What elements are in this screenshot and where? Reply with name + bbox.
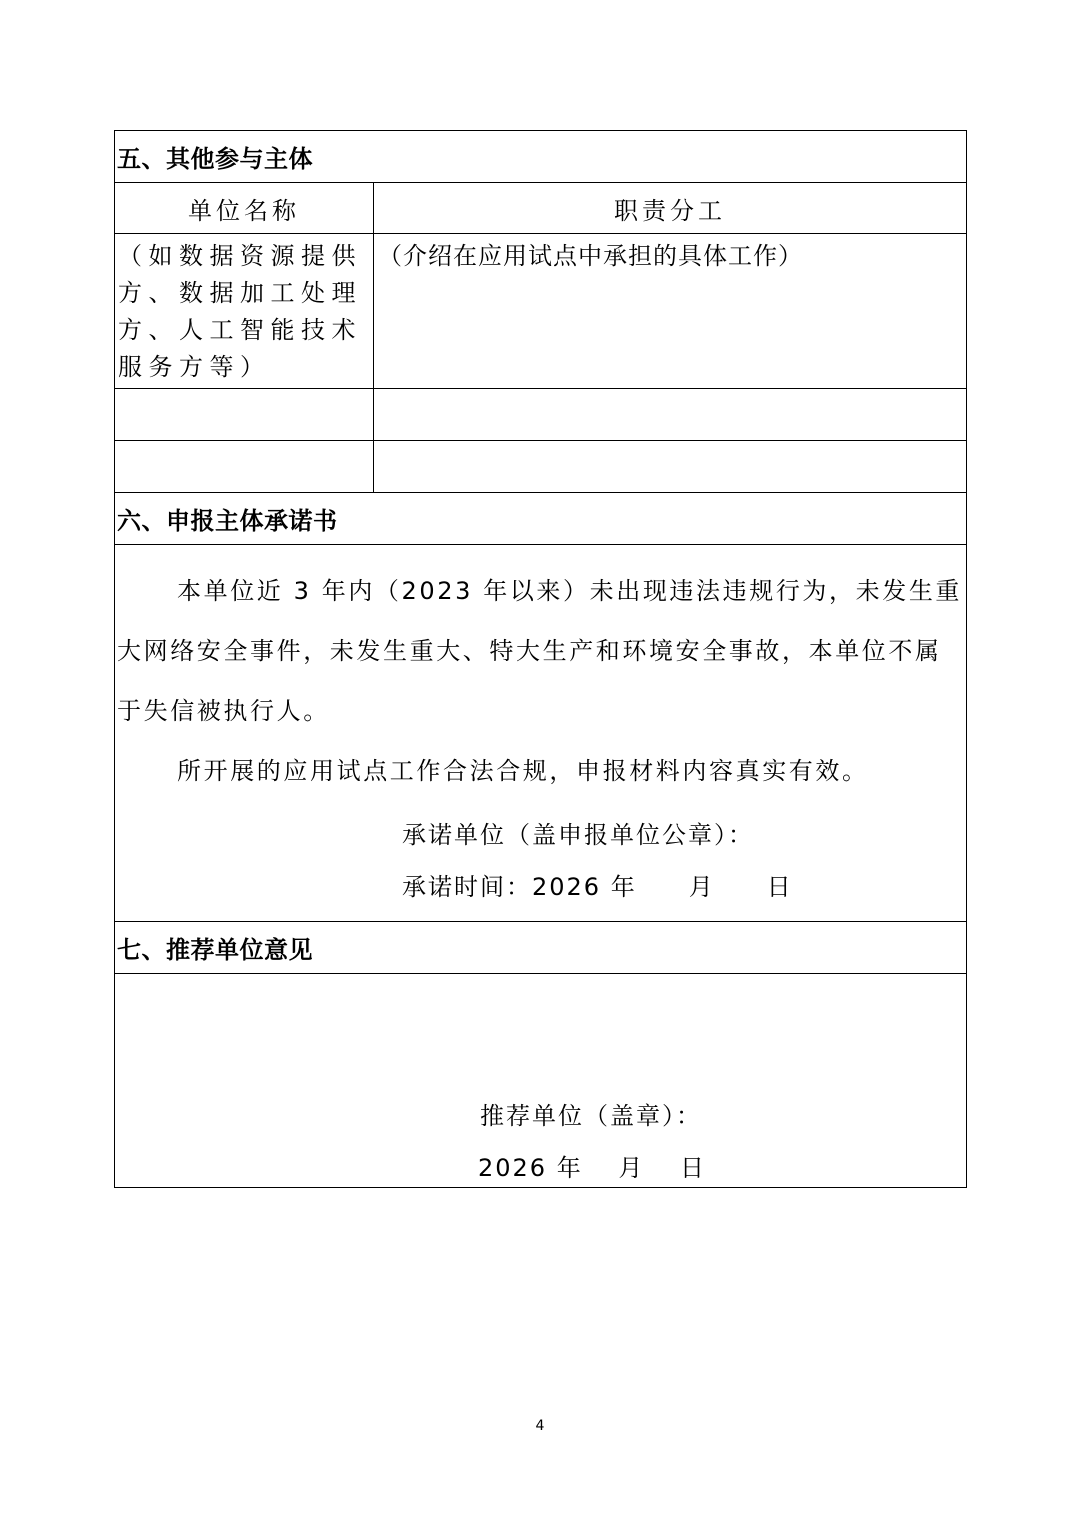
duty-hint-cell[interactable]: （介绍在应用试点中承担的具体工作） [374,234,967,389]
column-header-unit-name: 单位名称 [115,183,374,234]
unit-name-cell-row2[interactable] [115,389,374,441]
duty-cell-row2[interactable] [374,389,967,441]
section5-title: 五、其他参与主体 [115,131,967,183]
duty-cell-row3[interactable] [374,441,967,493]
section7-title: 七、推荐单位意见 [115,922,967,974]
recommendation-date: 2026 年 月 日 [478,1154,706,1182]
recommendation-opinion-body[interactable] [115,974,967,1188]
unit-name-cell-row3[interactable] [115,441,374,493]
application-form-table [114,130,967,1188]
pledge-paragraph-2: 所开展的应用试点工作合法合规，申报材料内容真实有效。 [177,757,869,785]
pledge-signing-date: 承诺时间：2026 年 月 日 [402,873,793,901]
column-header-duty: 职责分工 [374,183,967,234]
pledge-signing-unit: 承诺单位（盖申报单位公章）： [402,821,754,849]
section6-title: 六、申报主体承诺书 [115,493,967,545]
recommending-unit-seal: 推荐单位（盖章）： [480,1102,702,1130]
page-number: 4 [535,1418,545,1434]
pledge-body [115,545,967,922]
unit-name-hint-cell[interactable]: （如数据资源提供方、数据加工处理方、人工智能技术服务方等） [115,234,374,389]
pledge-paragraph-1: 本单位近 3 年内（2023 年以来）未出现违法违规行为，未发生重大网络安全事件，未发生重大、特大生产和环境安全事故，本单位不属于失信被执行人。 [117,577,963,725]
